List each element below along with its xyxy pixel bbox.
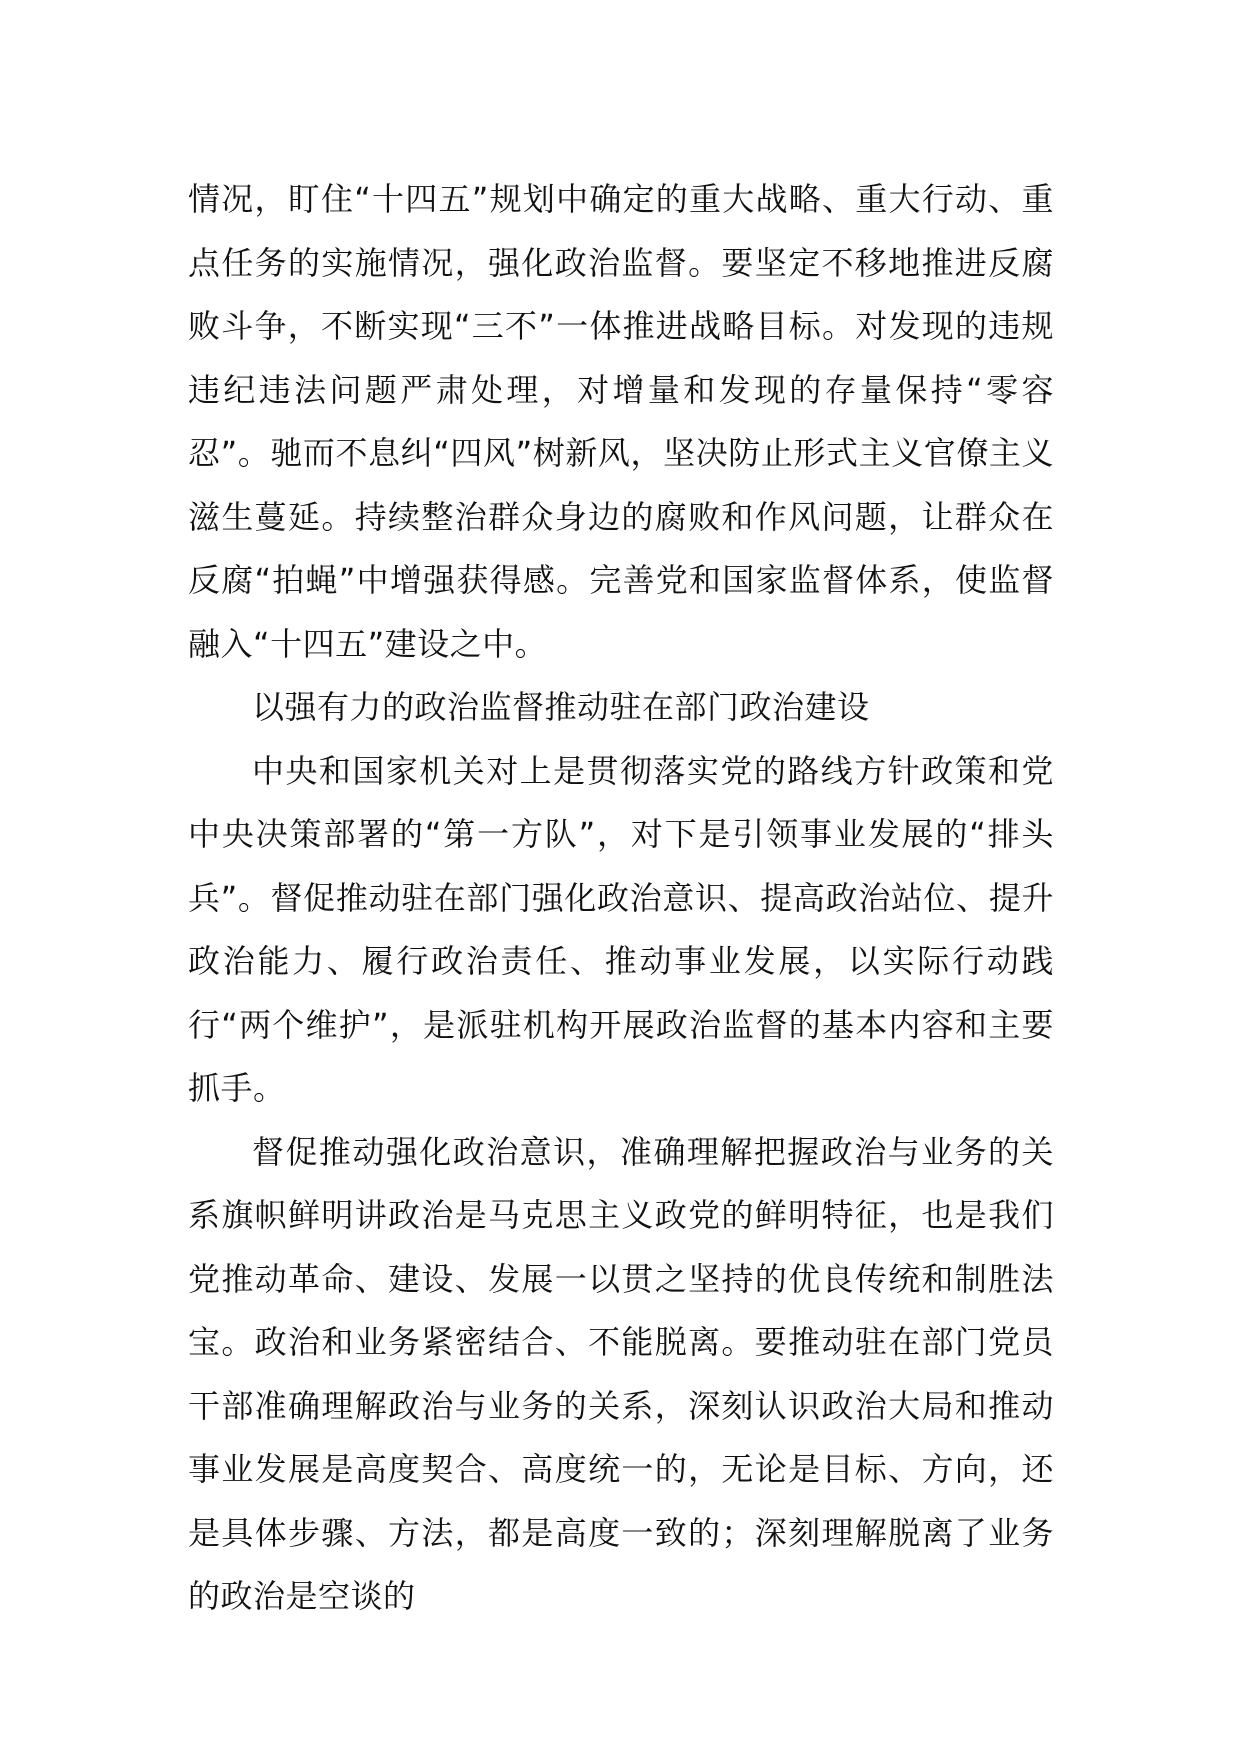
- paragraph-continuation: 情况，盯住“十四五”规划中确定的重大战略、重大行动、重点任务的实施情况，强化政治监督。要坚定不移地推进反腐败斗争，不断实现“三不”一体推进战略目标。对发现的违规违纪违法问题严肃处理，对增量和发现的存量保持“零容忍”。驰而不息纠“四风”树新风，坚决防止形式主义官僚主义滋生蔓延。持续整治群众身边的腐败和作风问题，让群众在反腐“拍蝇”中增强获得感。完善党和国家监督体系，使监督融入“十四五”建设之中。: [188, 180, 1054, 663]
- document-body: [188, 168, 1054, 1629]
- paragraph-central-organs: 中央和国家机关对上是贯彻落实党的路线方针政策和党中央决策部署的“第一方队”，对下是引领事业发展的“排头兵”。督促推动驻在部门强化政治意识、提高政治站位、提升政治能力、履行政治责任、推动事业发展，以实际行动践行“两个维护”，是派驻机构开展政治监督的基本内容和主要抓手。: [188, 751, 1054, 1107]
- paragraph-political-awareness: 督促推动强化政治意识，准确理解把握政治与业务的关系旗帜鲜明讲政治是马克思主义政党的鲜明特征，也是我们党推动革命、建设、发展一以贯之坚持的优良传统和制胜法宝。政治和业务紧密结合、不能脱离。要推动驻在部门党员干部准确理解政治与业务的关系，深刻认识政治大局和推动事业发展是高度契合、高度统一的，无论是目标、方向，还是具体步骤、方法，都是高度一致的；深刻理解脱离了业务的政治是空谈的: [188, 1132, 1054, 1615]
- section-heading: 以强有力的政治监督推动驻在部门政治建设: [252, 688, 870, 726]
